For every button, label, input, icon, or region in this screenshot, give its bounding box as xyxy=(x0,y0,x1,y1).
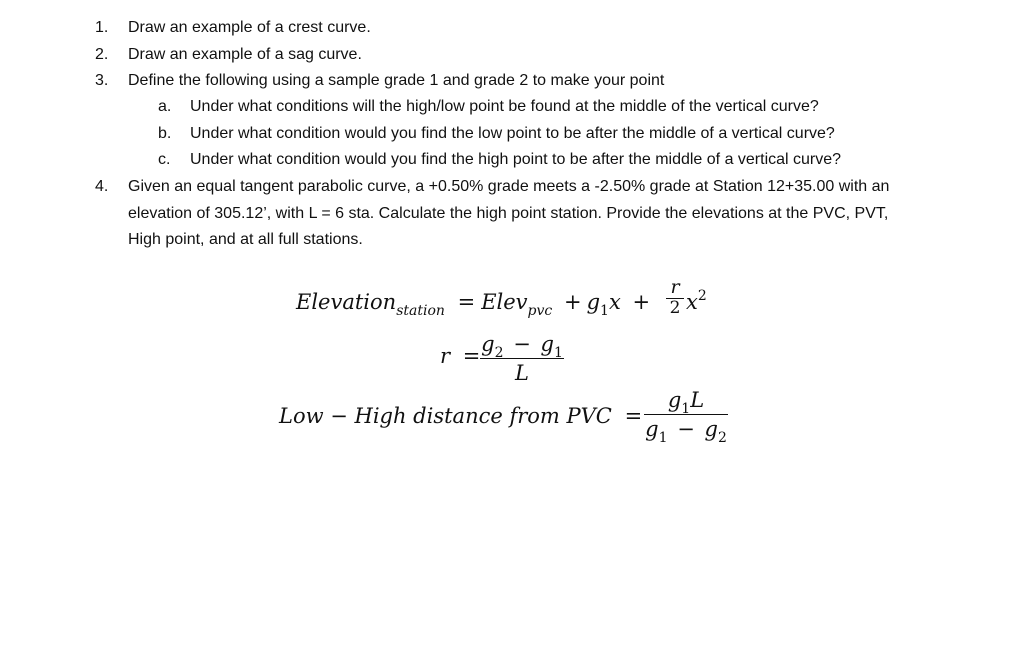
subquestion-text: Under what condition would you find the high point to be after the middle of a vertical curve? xyxy=(190,151,842,168)
g1-term: g xyxy=(586,290,601,314)
fraction-denominator xyxy=(644,417,728,446)
g1-term: g xyxy=(667,388,682,412)
question-text-line: elevation of 305.12’, with L = 6 sta. Calculate the high point station. Provide the elevations at the PVC, PVT, xyxy=(128,205,889,222)
subquestion-text: Under what condition would you find the low point to be after the middle of a vertical curve? xyxy=(190,125,835,142)
fraction-numerator: r xyxy=(670,276,680,298)
subquestion-text: Under what conditions will the high/low point be found at the middle of the vertical curve? xyxy=(190,98,819,115)
fraction-denominator: L xyxy=(515,361,529,385)
g2-term: g xyxy=(481,332,495,356)
question-number: 4. xyxy=(95,178,109,195)
question-text: Define the following using a sample grade 1 and grade 2 to make your point xyxy=(128,72,665,89)
distance-label: Low − High distance from PVC xyxy=(279,404,612,428)
g2-subscript: 2 xyxy=(717,430,727,446)
subquestion-letter: a. xyxy=(158,98,172,115)
equals-sign: = xyxy=(462,344,481,368)
g1-term: g xyxy=(645,417,659,441)
equals-sign: = xyxy=(624,404,643,428)
subquestion-letter: c. xyxy=(158,151,171,168)
elevation-formula xyxy=(296,290,655,319)
r-over-2-fraction xyxy=(666,276,684,317)
g2-term: g xyxy=(704,417,718,441)
elev-subscript: pvc xyxy=(527,303,553,319)
L-term: L xyxy=(690,388,705,412)
r-fraction xyxy=(480,332,564,385)
elev-term: Elev xyxy=(481,290,528,314)
plus-sign: + xyxy=(632,290,651,314)
fraction-numerator xyxy=(644,388,728,417)
distance-formula-lhs xyxy=(279,404,642,428)
question-number: 1. xyxy=(95,19,109,36)
r-formula-lhs xyxy=(440,344,480,368)
question-number: 2. xyxy=(95,46,109,63)
question-text: Draw an example of a sag curve. xyxy=(128,46,362,63)
plus-sign: + xyxy=(563,290,582,314)
fraction-numerator xyxy=(480,332,564,361)
elevation-lhs-subscript: station xyxy=(396,303,445,319)
g1-subscript: 1 xyxy=(681,401,691,417)
g1-subscript: 1 xyxy=(658,430,668,446)
question-number: 3. xyxy=(95,72,109,89)
g2-subscript: 2 xyxy=(494,345,504,361)
minus-sign: − xyxy=(513,332,531,356)
r-variable: r xyxy=(440,344,451,368)
exponent: 2 xyxy=(697,288,707,304)
fraction-bar xyxy=(480,358,564,359)
g1-term: g xyxy=(540,332,554,356)
x-squared xyxy=(686,290,707,314)
minus-sign: − xyxy=(677,417,695,441)
x-term: x xyxy=(608,290,621,314)
question-text-line: High point, and at all full stations. xyxy=(128,231,363,248)
subquestion-letter: b. xyxy=(158,125,172,142)
g1-subscript: 1 xyxy=(600,303,609,319)
equals-sign: = xyxy=(457,290,476,314)
distance-fraction xyxy=(644,388,728,446)
g1-subscript: 1 xyxy=(553,345,563,361)
x-term: x xyxy=(686,290,698,314)
question-text: Draw an example of a crest curve. xyxy=(128,19,371,36)
elevation-lhs: Elevation xyxy=(296,290,397,314)
fraction-denominator: 2 xyxy=(669,298,681,318)
question-text-line: Given an equal tangent parabolic curve, a +0.50% grade meets a -2.50% grade at Station 12+35.00 with an xyxy=(128,178,890,195)
